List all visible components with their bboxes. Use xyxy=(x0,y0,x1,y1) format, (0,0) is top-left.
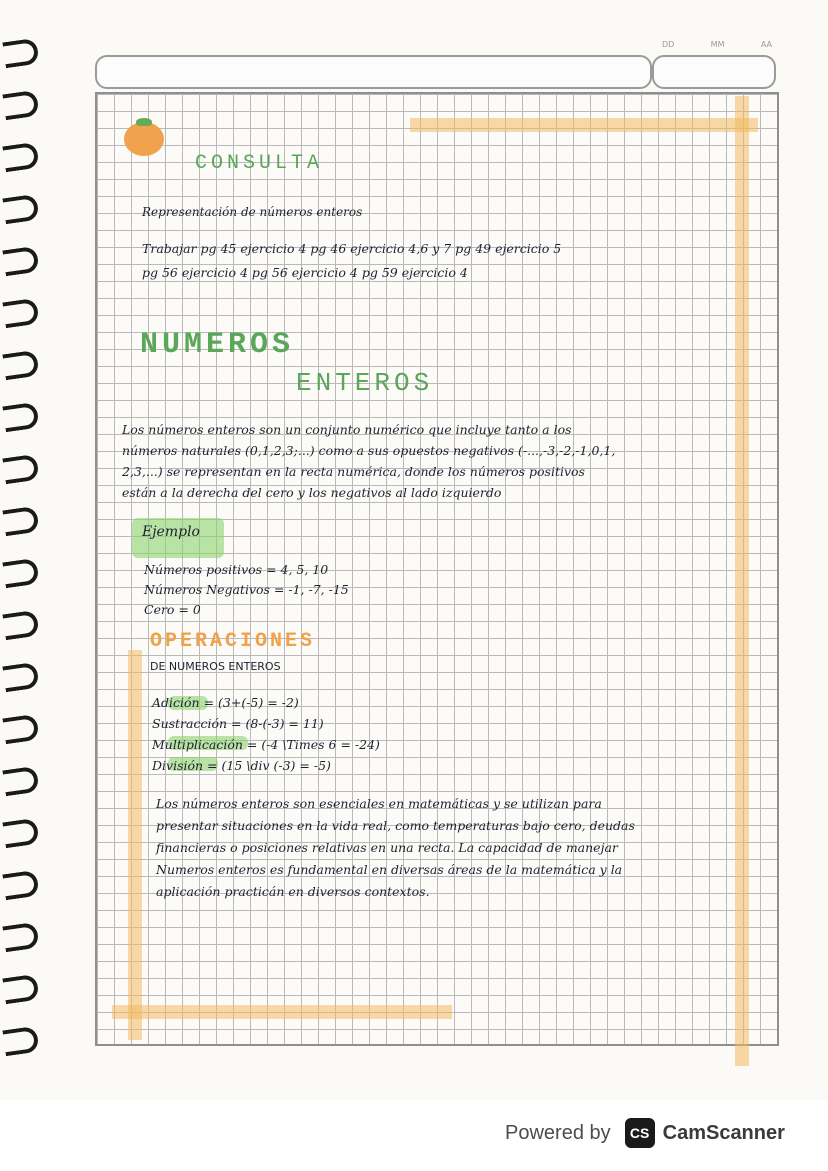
definition-line-2: números naturales (0,1,2,3;...) como a sus opuestos negativos (-...,-3,-2,-1,0,1, xyxy=(122,443,616,458)
operation-multiplication: Multiplicación = (-4 \Times 6 = -24) xyxy=(152,737,380,752)
operation-addition: Adición = (3+(-5) = -2) xyxy=(152,695,299,710)
spiral-ring xyxy=(2,870,39,900)
spiral-ring xyxy=(2,194,39,224)
spiral-ring xyxy=(2,922,39,952)
header-date-box xyxy=(652,55,776,89)
spiral-ring xyxy=(2,610,39,640)
spiral-ring xyxy=(2,1026,39,1056)
conclusion-line-3: financieras o posiciones relativas en una recta. La capacidad de manejar xyxy=(156,840,618,855)
date-labels xyxy=(662,40,772,49)
spiral-ring xyxy=(2,558,39,588)
conclusion-line-1: Los números enteros son esenciales en matemáticas y se utilizan para xyxy=(156,796,602,811)
leaf-icon xyxy=(136,118,152,126)
spiral-ring xyxy=(2,662,39,692)
spiral-ring xyxy=(2,90,39,120)
spiral-ring xyxy=(2,714,39,744)
title-consulta: CONSULTA xyxy=(195,152,324,175)
orange-highlight-right xyxy=(735,96,749,1066)
example-line-negative: Números Negativos = -1, -7, -15 xyxy=(144,582,349,597)
title-enteros: ENTEROS xyxy=(296,368,434,398)
powered-by-text: Powered by xyxy=(505,1121,611,1144)
camscanner-logo-icon: CS xyxy=(625,1118,655,1148)
orange-highlight-left xyxy=(128,650,142,1040)
spiral-ring xyxy=(2,246,39,276)
orange-highlight-bottom xyxy=(112,1005,452,1019)
example-label: Ejemplo xyxy=(142,524,200,540)
camscanner-footer xyxy=(505,1118,785,1148)
spiral-ring xyxy=(2,974,39,1004)
tomato-icon xyxy=(124,122,164,156)
date-label-month: MM xyxy=(710,40,725,49)
date-label-day: DD xyxy=(662,40,675,49)
date-label-year: AA xyxy=(760,40,772,49)
spiral-ring xyxy=(2,402,39,432)
conclusion-line-5: aplicación practicán en diversos contextos. xyxy=(156,884,430,899)
spiral-ring xyxy=(2,506,39,536)
title-numeros: NUMEROS xyxy=(140,328,295,362)
spiral-ring xyxy=(2,818,39,848)
spiral-ring xyxy=(2,454,39,484)
conclusion-line-2: presentar situaciones en la vida real, como temperaturas bajo cero, deudas xyxy=(156,818,635,833)
spiral-binding xyxy=(0,30,40,1070)
spiral-ring xyxy=(2,142,39,172)
spiral-ring xyxy=(2,766,39,796)
definition-line-3: 2,3,...) se representan en la recta numérica, donde los números positivos xyxy=(122,464,585,479)
definition-line-1: Los números enteros son un conjunto numérico que incluye tanto a los xyxy=(122,422,572,437)
spiral-ring xyxy=(2,38,39,68)
spiral-ring xyxy=(2,350,39,380)
camscanner-brand: CamScanner xyxy=(662,1121,785,1144)
example-line-zero: Cero = 0 xyxy=(144,602,201,617)
conclusion-line-4: Numeros enteros es fundamental en diversas áreas de la matemática y la xyxy=(156,862,623,877)
consulta-topic: Representación de números enteros xyxy=(142,205,363,219)
orange-highlight-top xyxy=(410,118,758,132)
operation-division: División = (15 \div (-3) = -5) xyxy=(152,758,331,773)
assignment-line-2: pg 56 ejercicio 4 pg 56 ejercicio 4 pg 59 ejercicio 4 xyxy=(142,265,468,280)
spiral-ring xyxy=(2,298,39,328)
operation-subtraction: Sustracción = (8-(-3) = 11) xyxy=(152,716,324,731)
definition-line-4: están a la derecha del cero y los negativos al lado izquierdo xyxy=(122,485,502,500)
example-line-positive: Números positivos = 4, 5, 10 xyxy=(144,562,329,577)
title-operaciones: OPERACIONES xyxy=(150,630,316,653)
operations-subtitle: DE NUMEROS ENTEROS xyxy=(150,660,281,673)
header-title-box xyxy=(95,55,652,89)
assignment-line-1: Trabajar pg 45 ejercicio 4 pg 46 ejercicio 4,6 y 7 pg 49 ejercicio 5 xyxy=(142,241,562,256)
